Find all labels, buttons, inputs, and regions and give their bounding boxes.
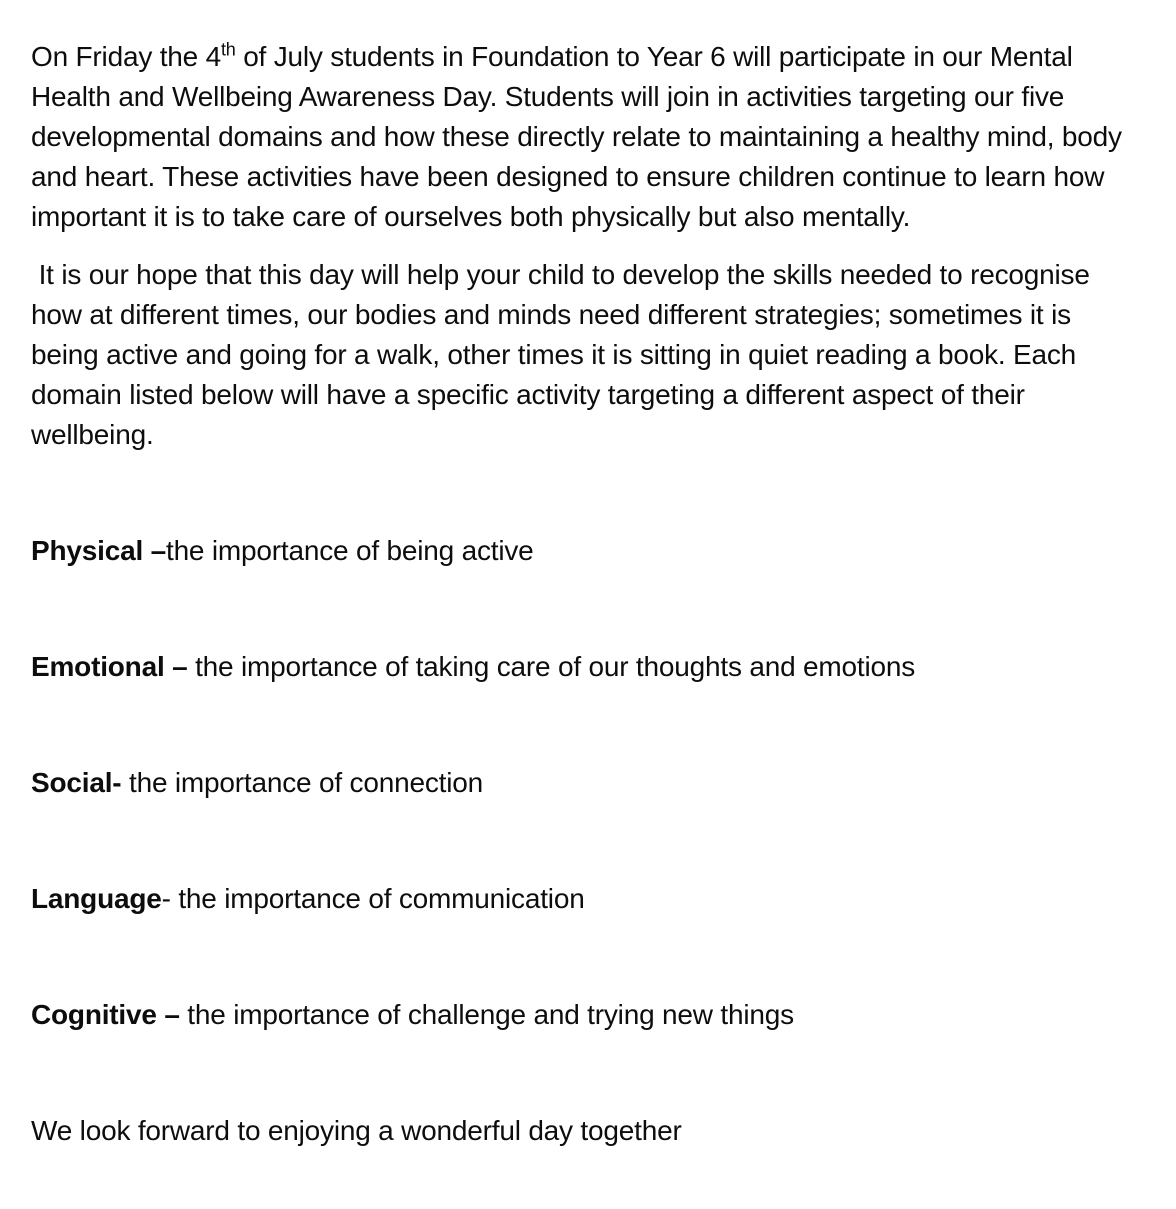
domain-line-cognitive — [31, 995, 1132, 1035]
blank-line — [31, 937, 1132, 977]
blank-line — [31, 821, 1132, 861]
domain-label-emotional: Emotional – — [31, 651, 196, 682]
domain-line-emotional — [31, 647, 1132, 687]
blank-line — [31, 1053, 1132, 1093]
closing-paragraph: We look forward to enjoying a wonderful day together — [31, 1115, 682, 1146]
domain-line-language — [31, 879, 1132, 919]
hope-paragraph: It is our hope that this day will help your child to develop the skills needed to recognise how at different times, our bodies and minds need different strategies; sometimes it is being active and going for a walk, other times it is sitting in quiet reading a book. Each domain listed below will have a specific activity targeting a different aspect of their wellbeing. — [31, 259, 1098, 450]
domain-text-cognitive: the importance of challenge and trying new things — [187, 999, 794, 1030]
domain-label-social: Social- — [31, 767, 122, 798]
blank-line — [31, 705, 1132, 745]
intro-paragraph — [31, 37, 1132, 237]
domain-label-physical: Physical – — [31, 535, 166, 566]
intro-text-rest: of July students in Foundation to Year 6 will participate in our Mental Health and Wellbeing Awareness Day. Students will join in activities targeting our five developmental domains and how these directly relate to maintaining a healthy mind, body and heart. These activities have been designed to ensure children continue to learn how important it is to take care of ourselves both physically but also mentally. — [31, 41, 1130, 232]
domain-line-social — [31, 763, 1132, 803]
blank-line — [31, 473, 1132, 513]
intro-text-start: On Friday the 4 — [31, 41, 221, 72]
domain-label-cognitive: Cognitive – — [31, 999, 188, 1030]
domain-text-physical: the importance of being active — [165, 535, 534, 566]
blank-line — [31, 589, 1132, 629]
domain-text-social: the importance of connection — [121, 767, 483, 798]
domain-text-language: - the importance of communication — [161, 883, 585, 914]
domain-line-physical — [31, 531, 1132, 571]
ordinal-superscript: th — [220, 39, 236, 60]
domain-text-emotional: the importance of taking care of our thoughts and emotions — [195, 651, 916, 682]
domain-label-language: Language — [31, 883, 162, 914]
